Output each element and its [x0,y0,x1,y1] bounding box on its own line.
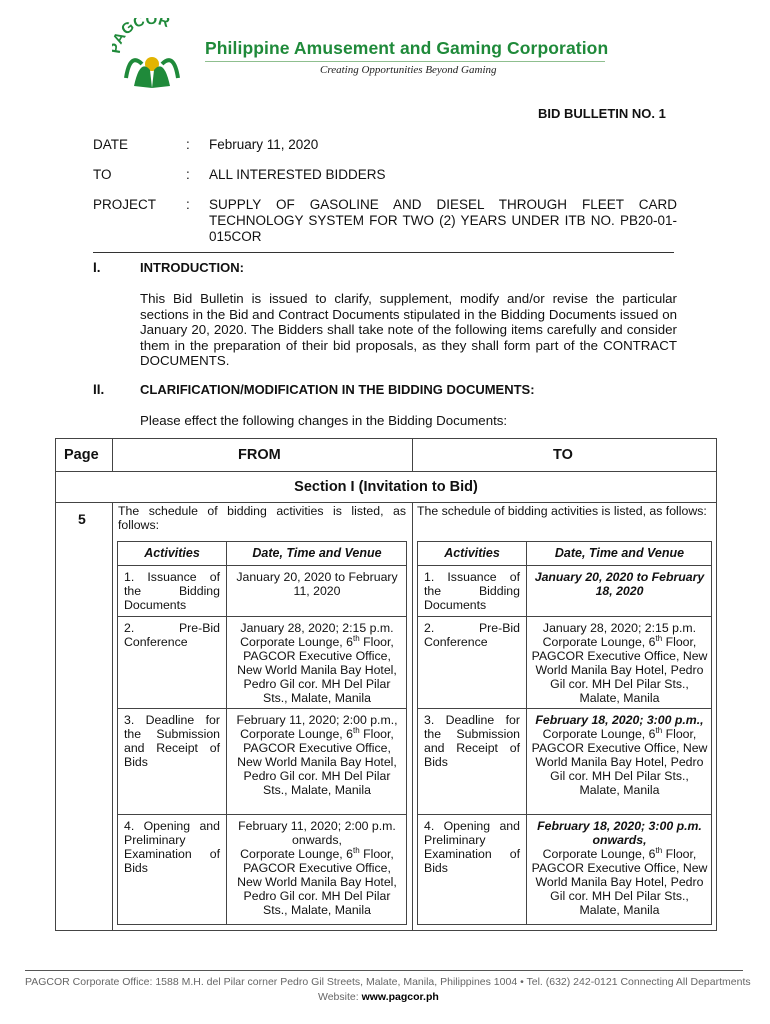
svg-text:PAGCOR [112,18,172,55]
website-link[interactable]: www.pagcor.ph [361,991,439,1003]
date-colon: : [186,137,190,152]
header-divider [205,61,605,62]
section-invitation-title: Section I (Invitation to Bid) [294,479,478,495]
to-activity-2: 2. Pre-Bid Conference [424,621,520,649]
from-activity-3: 3. Deadline for the Submission and Receipt of Bids [124,713,220,769]
tagline: Creating Opportunities Beyond Gaming [320,64,497,76]
to-activity-4: 4. Opening and Preliminary Examination of Bids [424,819,520,875]
from-date-4: February 11, 2020; 2:00 p.m. onwards, Corporate Lounge, 6th Floor, PAGCOR Executive Office, New World Manila Bay Hotel, Pedro Gil cor. MH Del Pilar Sts., Malate, Manila [237,819,397,917]
to-date-1: January 20, 2020 to February 18, 2020 [534,570,705,598]
footer-address: PAGCOR Corporate Office: 1588 M.H. del Pilar corner Pedro Gil Streets, Malate, Manila, Philippines 1004 • Tel. (632) 242-0121 Connecting All Departments [25,976,751,988]
from-date-1: January 20, 2020 to February 11, 2020 [236,570,398,598]
footer-divider [25,970,743,971]
project-value: SUPPLY OF GASOLINE AND DIESEL THROUGH FLEET CARD TECHNOLOGY SYSTEM FOR TWO (2) YEARS UNDER ITB NO. PB20-01-015COR [209,197,677,244]
to-label: TO [93,167,112,182]
header-from: FROM [238,447,281,463]
header-to: TO [553,447,573,463]
from-intro: The schedule of bidding activities is listed, as follows: [118,504,406,532]
to-activity-1: 1. Issuance of the Bidding Documents [424,570,520,612]
from-date-3: February 11, 2020; 2:00 p.m., Corporate Lounge, 6th Floor, PAGCOR Executive Office, New World Manila Bay Hotel, Pedro Gil cor. MH Del Pilar Sts., Malate, Manila [236,713,398,797]
header-page: Page [64,447,99,463]
bulletin-number: BID BULLETIN NO. 1 [538,106,666,121]
to-intro: The schedule of bidding activities is listed, as follows: [417,504,707,518]
website-label: Website: [318,991,362,1003]
to-schedule-table [417,541,712,925]
section-2-title: CLARIFICATION/MODIFICATION IN THE BIDDING DOCUMENTS: [140,382,535,397]
to-date-2: January 28, 2020; 2:15 p.m. Corporate Lounge, 6th Floor, PAGCOR Executive Office, New World Manila Bay Hotel, Pedro Gil cor. MH Del Pilar Sts., Malate, Manila [531,621,708,705]
page-number-cell: 5 [78,511,86,527]
to-date-3: February 18, 2020; 3:00 p.m., Corporate Lounge, 6th Floor, PAGCOR Executive Office, New World Manila Bay Hotel, Pedro Gil cor. MH Del Pilar Sts., Malate, Manila [531,713,708,797]
organization-name: Philippine Amusement and Gaming Corporation [205,38,609,58]
from-activity-2: 2. Pre-Bid Conference [124,621,220,649]
section-1-title: INTRODUCTION: [140,260,244,275]
separator-line [93,252,674,253]
date-label: DATE [93,137,129,152]
from-activity-1: 1. Issuance of the Bidding Documents [124,570,220,612]
changes-table [55,438,717,931]
introduction-paragraph: This Bid Bulletin is issued to clarify, supplement, modify and/or revise the particular sections in the Bid and Contract Documents stipulated in the Bidding Documents issued on January 20, 2020. The Bidders shall take note of the following items carefully and consider them in the preparation of their bid proposals, as they shall form part of the CONTRACT DOCUMENTS. [140,291,677,368]
to-colon: : [186,167,190,182]
pagcor-logo [112,18,192,90]
to-date-header: Date, Time and Venue [554,546,685,560]
logo-text: GCOR [117,18,172,39]
from-date-2: January 28, 2020; 2:15 p.m. Corporate Lounge, 6th Floor, PAGCOR Executive Office, New World Manila Bay Hotel, Pedro Gil cor. MH Del Pilar Sts., Malate, Manila [237,621,397,705]
to-activity-3: 3. Deadline for the Submission and Receipt of Bids [424,713,520,769]
from-activity-4: 4. Opening and Preliminary Examination of Bids [124,819,220,875]
from-date-header: Date, Time and Venue [252,546,382,560]
to-activities-header: Activities [444,546,500,560]
from-schedule-table [117,541,407,925]
from-activities-header: Activities [144,546,200,560]
project-colon: : [186,197,190,212]
footer-website [318,991,439,1003]
to-date-4: February 18, 2020; 3:00 p.m. onwards, Corporate Lounge, 6th Floor, PAGCOR Executive Office, New World Manila Bay Hotel, Pedro Gil cor. MH Del Pilar Sts., Malate, Manila [531,819,708,917]
section-1-number: I. [93,260,101,275]
project-label: PROJECT [93,197,157,212]
to-value: ALL INTERESTED BIDDERS [209,167,386,182]
section-2-number: II. [93,382,105,397]
section-2-paragraph: Please effect the following changes in the Bidding Documents: [140,413,508,428]
date-value: February 11, 2020 [209,137,319,152]
